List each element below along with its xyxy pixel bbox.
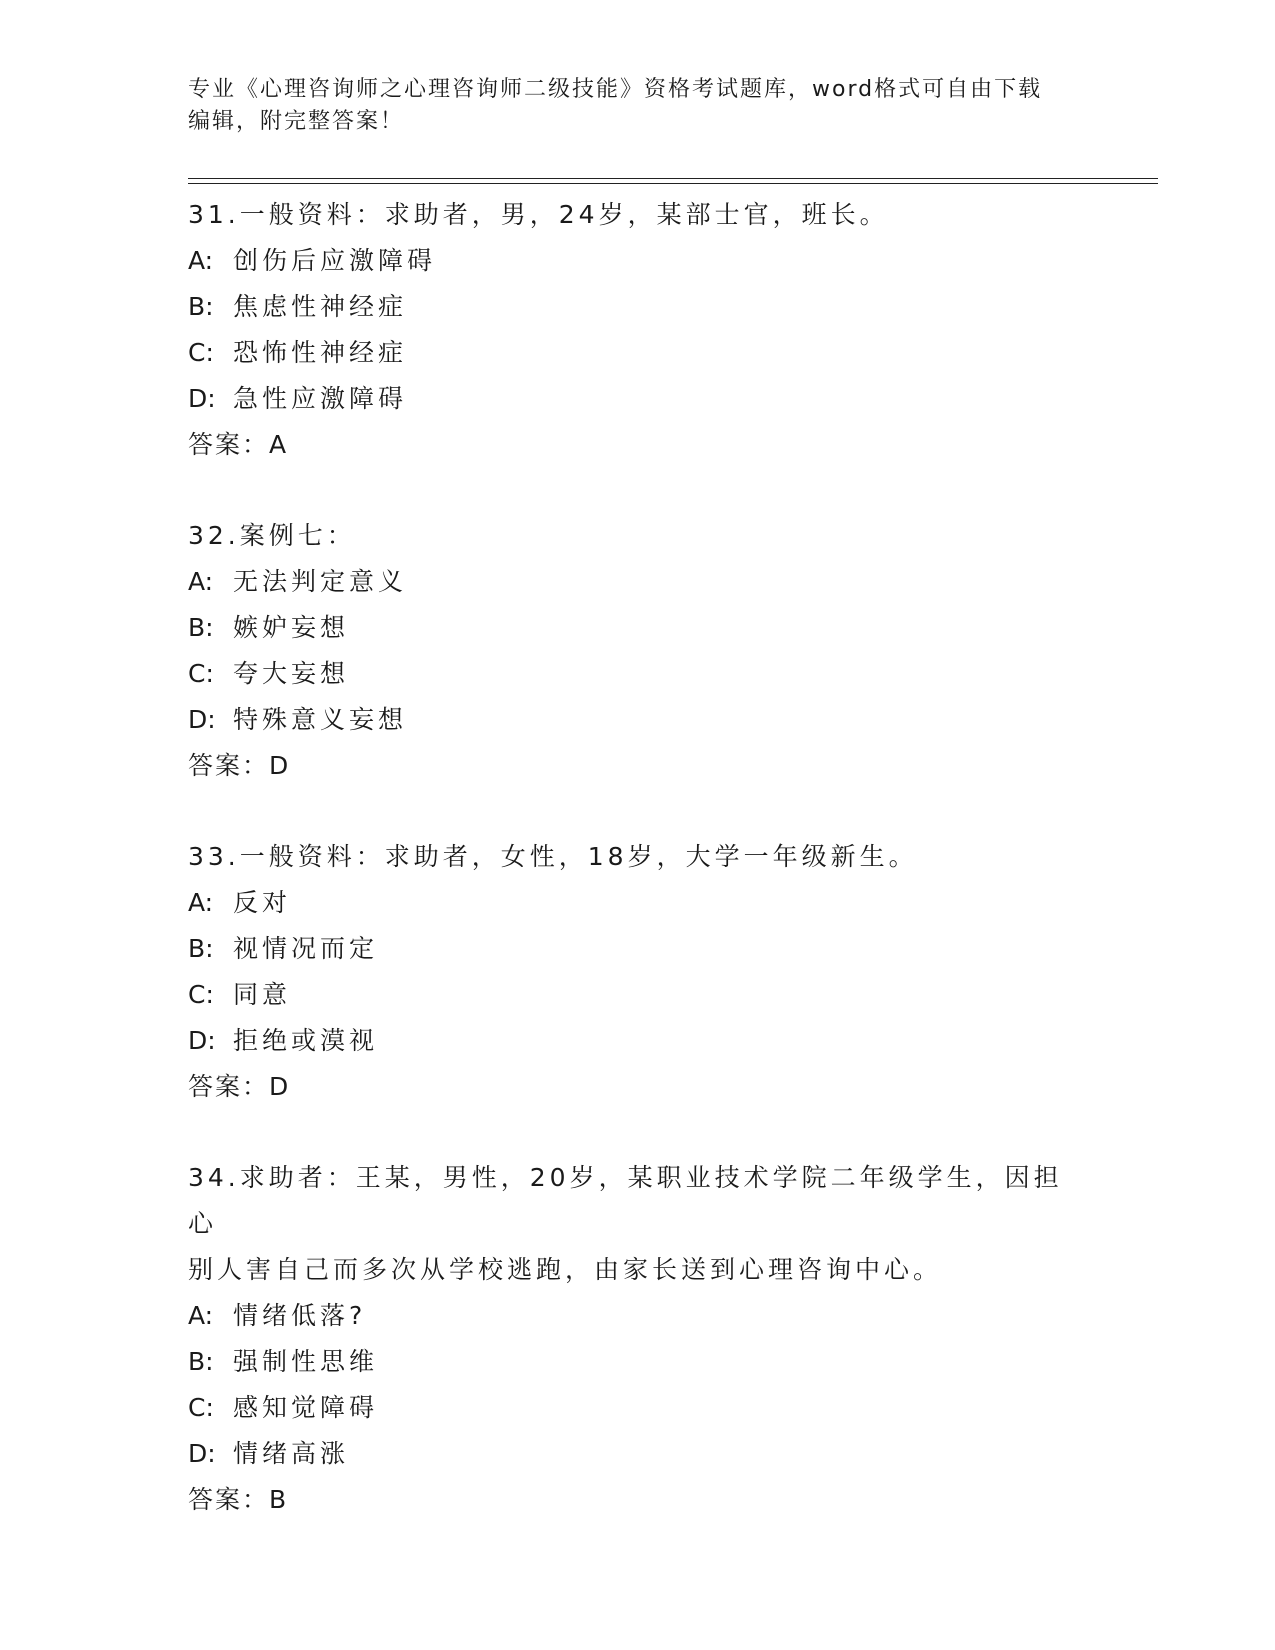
option-letter: A:	[188, 246, 214, 275]
option-letter: D:	[188, 1026, 216, 1055]
option-text: 情绪高涨	[233, 1439, 350, 1468]
option-letter: D:	[188, 1439, 216, 1468]
answer-option	[188, 605, 1088, 651]
option-letter: B:	[188, 1347, 214, 1376]
question-block	[188, 192, 1088, 468]
answer-option	[188, 697, 1088, 743]
answer-option	[188, 1339, 1088, 1385]
option-text: 反对	[233, 888, 292, 917]
option-text: 无法判定意义	[233, 567, 408, 596]
answer-option	[188, 330, 1088, 376]
option-text: 恐怖性神经症	[233, 338, 408, 367]
option-letter: A:	[188, 567, 214, 596]
question-list	[188, 192, 1088, 1568]
header-divider-bottom	[188, 183, 1158, 184]
option-text: 拒绝或漠视	[233, 1026, 379, 1055]
answer-line	[188, 1064, 1088, 1110]
question-block	[188, 1155, 1088, 1523]
answer-value: D	[269, 1072, 291, 1101]
header-line-1: 专业《心理咨询师之心理咨询师二级技能》资格考试题库，word格式可自由下载	[188, 77, 1043, 102]
answer-value: D	[269, 751, 291, 780]
answer-label: 答案：	[188, 430, 270, 459]
header-line-2: 编辑，附完整答案！	[188, 109, 405, 134]
answer-option	[188, 238, 1088, 284]
answer-value: B	[269, 1485, 289, 1514]
question-stem: 32.案例七：	[188, 521, 356, 550]
answer-label: 答案：	[188, 751, 270, 780]
question-stem: 34.求助者：王某，男性，20岁，某职业技术学院二年级学生，因担心	[188, 1163, 1063, 1238]
option-letter: C:	[188, 659, 214, 688]
answer-label: 答案：	[188, 1072, 270, 1101]
option-letter: C:	[188, 1393, 214, 1422]
option-letter: A:	[188, 1301, 214, 1330]
option-text: 强制性思维	[233, 1347, 379, 1376]
option-text: 创伤后应激障碍	[233, 246, 437, 275]
answer-option	[188, 284, 1088, 330]
answer-value: A	[269, 430, 289, 459]
option-text: 嫉妒妄想	[233, 613, 350, 642]
option-text: 同意	[233, 980, 292, 1009]
answer-label: 答案：	[188, 1485, 270, 1514]
option-letter: D:	[188, 384, 216, 413]
answer-option	[188, 880, 1088, 926]
option-letter: C:	[188, 980, 214, 1009]
option-text: 急性应激障碍	[233, 384, 408, 413]
option-letter: D:	[188, 705, 216, 734]
option-text: 焦虑性神经症	[233, 292, 408, 321]
header-divider-top	[188, 178, 1158, 179]
option-text: 情绪低落?	[233, 1301, 367, 1330]
option-letter: B:	[188, 613, 214, 642]
answer-option	[188, 1293, 1088, 1339]
answer-option	[188, 651, 1088, 697]
option-letter: B:	[188, 292, 214, 321]
answer-option	[188, 559, 1088, 605]
answer-option	[188, 926, 1088, 972]
document-header	[188, 74, 1088, 138]
option-letter: A:	[188, 888, 214, 917]
option-text: 特殊意义妄想	[233, 705, 408, 734]
answer-line	[188, 743, 1088, 789]
answer-line	[188, 1477, 1088, 1523]
answer-option	[188, 1018, 1088, 1064]
answer-option	[188, 1385, 1088, 1431]
option-text: 感知觉障碍	[233, 1393, 379, 1422]
question-stem: 33.一般资料：求助者，女性，18岁，大学一年级新生。	[188, 842, 918, 871]
option-letter: C:	[188, 338, 214, 367]
answer-option	[188, 972, 1088, 1018]
option-letter: B:	[188, 934, 214, 963]
answer-option	[188, 1431, 1088, 1477]
question-stem: 31.一般资料：求助者，男，24岁，某部士官，班长。	[188, 200, 889, 229]
option-text: 夸大妄想	[233, 659, 350, 688]
question-stem: 别人害自己而多次从学校逃跑，由家长送到心理咨询中心。	[188, 1255, 943, 1284]
question-block	[188, 513, 1088, 789]
answer-option	[188, 376, 1088, 422]
answer-line	[188, 422, 1088, 468]
option-text: 视情况而定	[233, 934, 379, 963]
question-block	[188, 834, 1088, 1110]
